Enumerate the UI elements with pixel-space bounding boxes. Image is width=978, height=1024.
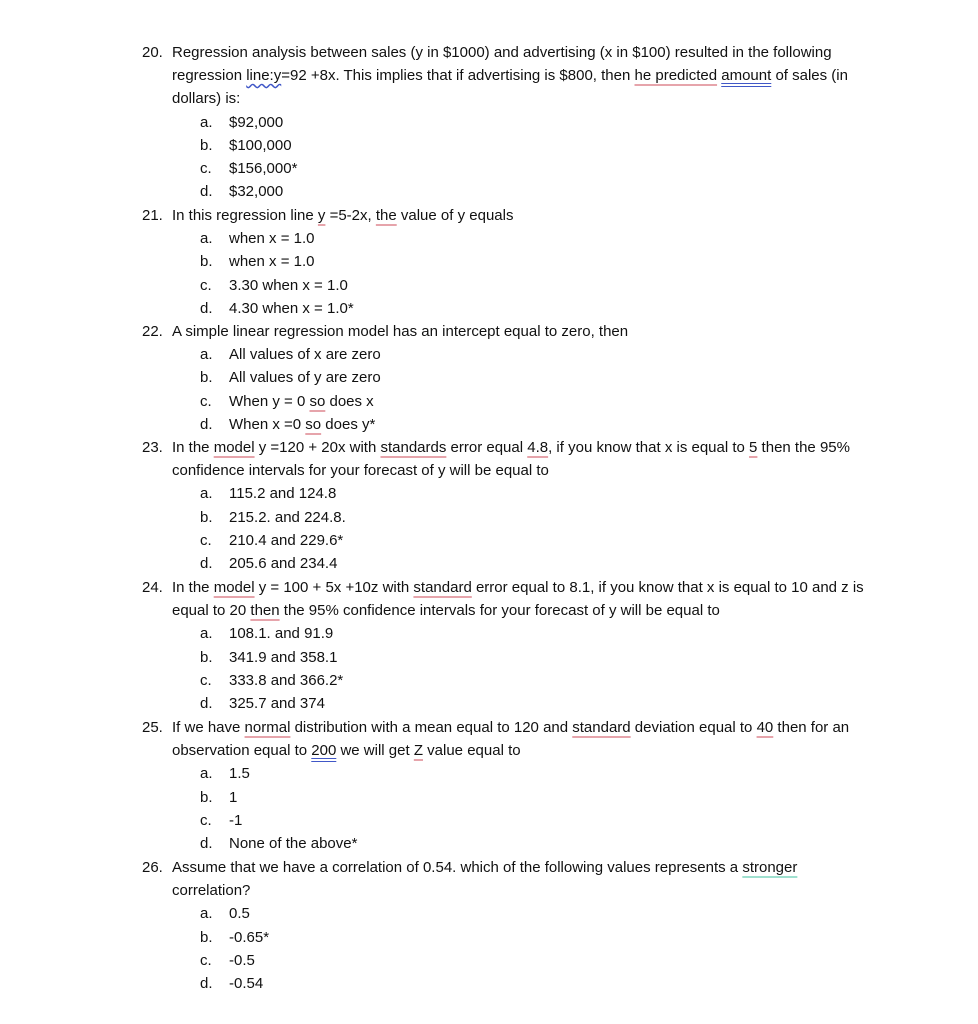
answer-option: c. -0.5 bbox=[200, 951, 255, 969]
spellcheck-mark: then bbox=[250, 602, 280, 620]
spellcheck-mark: standards bbox=[380, 439, 447, 456]
answer-option: c. $156,000* bbox=[200, 159, 298, 177]
question-21 bbox=[0, 204, 978, 320]
question-stem: 25. If we have normal distribution with a mean equal to 120 and standard deviation equal to 40 then for an observation equal to 200 we will get Z value equal to bbox=[0, 716, 872, 762]
spellcheck-mark: standard bbox=[413, 579, 472, 596]
answer-options bbox=[0, 902, 978, 995]
question-stem: 22. A simple linear regression model has an intercept equal to zero, then bbox=[0, 320, 872, 343]
question-stem: 23. In the model y =120 + 20x with standards error equal 4.8, if you know that x is equal to 5 then the 95% confidence intervals for your forecast of y will be equal to bbox=[0, 436, 872, 482]
question-stem: 21. In this regression line y =5-2x, the value of y equals bbox=[0, 204, 872, 227]
answer-option: b. 1 bbox=[200, 788, 238, 806]
spellcheck-mark: model bbox=[213, 579, 255, 596]
answer-option: d. 205.6 and 234.4 bbox=[200, 554, 338, 572]
answer-options bbox=[0, 227, 978, 320]
answer-option: b. when x = 1.0 bbox=[200, 253, 315, 271]
answer-options bbox=[0, 343, 978, 436]
answer-option: d. None of the above* bbox=[200, 834, 358, 852]
question-number: 23. bbox=[142, 439, 163, 456]
answer-option: b. All values of y are zero bbox=[200, 369, 381, 387]
answer-option: c. 210.4 and 229.6* bbox=[200, 531, 344, 549]
question-26 bbox=[0, 856, 978, 995]
grammar-mark: amount bbox=[721, 67, 772, 85]
answer-option: c. 333.8 and 366.2* bbox=[200, 671, 344, 689]
question-number: 20. bbox=[142, 44, 163, 61]
answer-option: b. 215.2. and 224.8. bbox=[200, 508, 346, 526]
answer-option: c. -1 bbox=[200, 811, 243, 829]
answer-option: a. $92,000 bbox=[200, 113, 284, 131]
answer-options bbox=[0, 111, 978, 204]
question-number: 26. bbox=[142, 859, 163, 876]
answer-option: a. 0.5 bbox=[200, 905, 250, 923]
question-23 bbox=[0, 436, 978, 575]
spellcheck-mark: so bbox=[309, 392, 326, 410]
answer-options bbox=[0, 622, 978, 715]
spellcheck-mark: normal bbox=[244, 719, 291, 736]
question-number: 24. bbox=[142, 579, 163, 596]
answer-option: d. $32,000 bbox=[200, 183, 284, 201]
grammar-mark: 200 bbox=[311, 742, 337, 760]
question-number: 25. bbox=[142, 719, 163, 736]
answer-option: a. 108.1. and 91.9 bbox=[200, 625, 334, 643]
answer-option: a. 115.2 and 124.8 bbox=[200, 485, 337, 503]
spellcheck-mark: he predicted bbox=[634, 67, 718, 85]
question-22 bbox=[0, 320, 978, 436]
answer-option: d. 4.30 when x = 1.0* bbox=[200, 299, 354, 317]
answer-option: b. $100,000 bbox=[200, 136, 292, 154]
answer-option: c. When y = 0 so does x bbox=[200, 392, 374, 410]
spellcheck-mark: so bbox=[305, 415, 322, 433]
answer-option: d. 325.7 and 374 bbox=[200, 694, 325, 712]
spellcheck-mark: 40 bbox=[756, 719, 774, 736]
answer-option: c. 3.30 when x = 1.0 bbox=[200, 276, 348, 294]
answer-option: d. When x =0 so does y* bbox=[200, 415, 376, 433]
spellcheck-mark: 4.8 bbox=[527, 439, 549, 456]
spellcheck-mark: y bbox=[317, 207, 326, 224]
answer-option: d. -0.54 bbox=[200, 974, 264, 992]
question-20 bbox=[0, 41, 978, 203]
spellcheck-mark: standard bbox=[572, 719, 631, 736]
answer-option: a. when x = 1.0 bbox=[200, 230, 315, 248]
answer-options bbox=[0, 482, 978, 575]
spellcheck-mark: 5 bbox=[749, 439, 758, 456]
question-stem: 24. In the model y = 100 + 5x +10z with standard error equal to 8.1, if you know that x is equal to 10 and z is equal to 20 then the 95% confidence intervals for your forecast of y will be equal to bbox=[0, 576, 872, 622]
question-number: 22. bbox=[142, 323, 163, 340]
question-24 bbox=[0, 576, 978, 715]
question-stem: 20. Regression analysis between sales (y in $1000) and advertising (x in $100) resulted in the following regression line:y=92 +8x. This implies that if advertising is $800, then he predicted amount of sales (in dollars) is: bbox=[0, 41, 872, 111]
spellcheck-mark: line:y bbox=[246, 67, 282, 85]
answer-option: a. 1.5 bbox=[200, 765, 250, 783]
answer-options bbox=[0, 762, 978, 855]
answer-option: b. -0.65* bbox=[200, 928, 270, 946]
answer-option: b. 341.9 and 358.1 bbox=[200, 648, 338, 666]
answer-option: a. All values of x are zero bbox=[200, 346, 381, 364]
question-number: 21. bbox=[142, 207, 163, 224]
grammar-mark: stronger bbox=[742, 859, 798, 876]
spellcheck-mark: model bbox=[213, 439, 255, 456]
question-stem: 26. Assume that we have a correlation of 0.54. which of the following values represents a stronger correlation? bbox=[0, 856, 872, 902]
spellcheck-mark: Z bbox=[413, 742, 423, 760]
spellcheck-mark: the bbox=[375, 207, 397, 224]
question-25 bbox=[0, 716, 978, 855]
